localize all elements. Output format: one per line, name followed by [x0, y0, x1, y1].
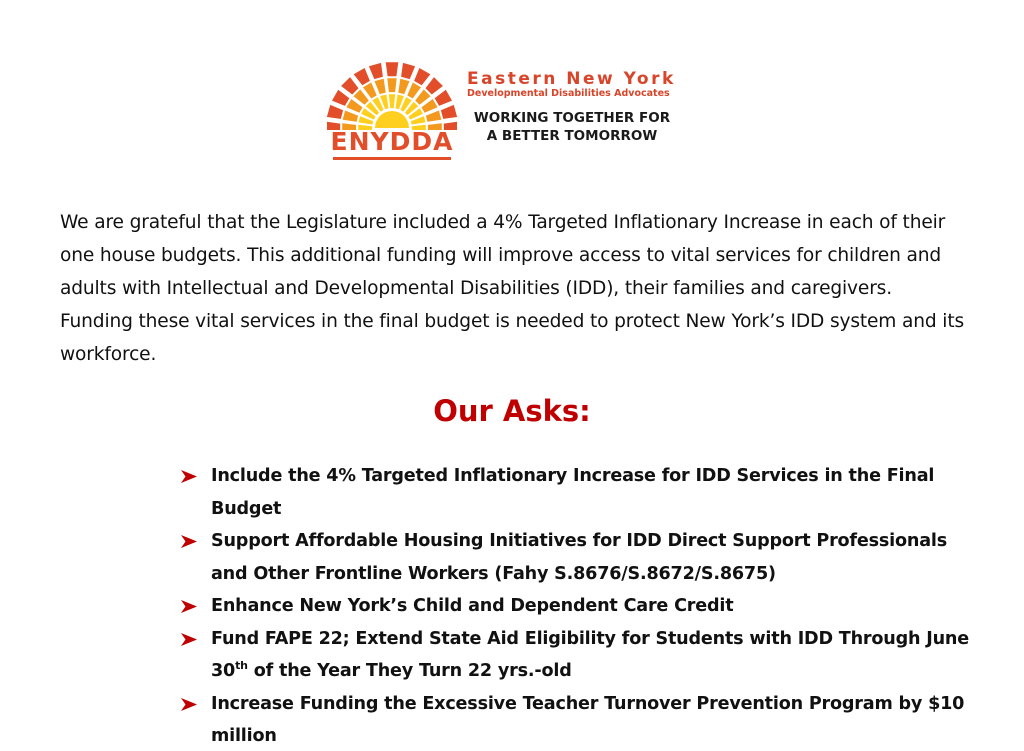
arrowhead-bullet-icon	[181, 535, 197, 548]
sun-ray-segment	[375, 79, 386, 94]
logo-mark	[327, 58, 457, 162]
sun-ray-segment	[387, 78, 396, 92]
sun-ray-segment	[426, 77, 443, 94]
ask-text-after: of the Year They Turn 22 yrs.-old	[247, 661, 572, 681]
arrowhead-bullet-icon	[181, 698, 197, 711]
asks-heading: Our Asks:	[433, 394, 591, 428]
sun-ray-segment	[398, 79, 409, 94]
ask-text-before: Fund FAPE 22; Extend State Aid Eligibility for Students with IDD Through June 30	[211, 628, 969, 681]
sun-ray-segment	[386, 62, 399, 76]
sun-ray-segment	[389, 94, 395, 108]
sun-ray-segment	[332, 90, 349, 106]
intro-paragraph: We are grateful that the Legislature included a 4% Targeted Inflationary Increase in each of their one house budgets. This additional funding will improve access to vital services for children and adults with Intellectual and Developmental Disabilities (IDD), their families and caregivers. Funding these vital services in the final budget is needed to protect New York’s IDD system and its workforce.	[60, 212, 965, 365]
tagline-line-1: WORKING TOGETHER FOR	[473, 110, 671, 126]
sun-ray-segment	[414, 68, 430, 85]
ask-item	[180, 590, 980, 623]
sun-ray-segment	[401, 63, 415, 79]
enydda-logo	[327, 58, 699, 162]
ask-superscript: th	[235, 659, 248, 672]
logo-acronym: ENYDDA	[330, 127, 454, 156]
arrowhead-bullet-icon	[181, 633, 197, 646]
tagline-line-2: A BETTER TOMORROW	[486, 128, 658, 144]
sun-ray-segment	[327, 105, 343, 119]
org-name: Eastern New York	[467, 69, 676, 89]
ask-item	[180, 525, 980, 590]
org-subname: Developmental Disabilities Advocates	[467, 88, 670, 99]
arrowhead-bullet-icon	[181, 600, 197, 613]
ask-item	[180, 688, 980, 751]
sunburst-icon	[327, 58, 457, 130]
sun-ray-segment	[354, 68, 370, 85]
ask-item	[180, 460, 980, 525]
sun-ray-segment	[369, 63, 383, 79]
sun-ray-segment	[341, 77, 358, 94]
sun-ray-segment	[426, 111, 441, 122]
sun-center	[375, 111, 409, 128]
sun-ray-segment	[343, 111, 358, 122]
sun-ray-segment	[441, 105, 457, 119]
tagline	[467, 109, 677, 145]
sun-ray-segment	[435, 90, 452, 106]
ask-text: Enhance New York’s Child and Dependent Care Credit	[211, 596, 734, 616]
logo-underline	[333, 157, 451, 160]
arrowhead-bullet-icon	[181, 470, 197, 483]
ask-item	[180, 623, 980, 688]
logo-text	[467, 70, 699, 145]
ask-text: Support Affordable Housing Initiatives for IDD Direct Support Professionals and Other Frontline Workers (Fahy S.8676/S.8672/S.8675)	[211, 531, 947, 584]
ask-text: Include the 4% Targeted Inflationary Increase for IDD Services in the Final Budget	[211, 466, 935, 519]
asks-list	[180, 460, 980, 751]
ask-text: Increase Funding the Excessive Teacher Turnover Prevention Program by $10 million	[211, 693, 965, 746]
